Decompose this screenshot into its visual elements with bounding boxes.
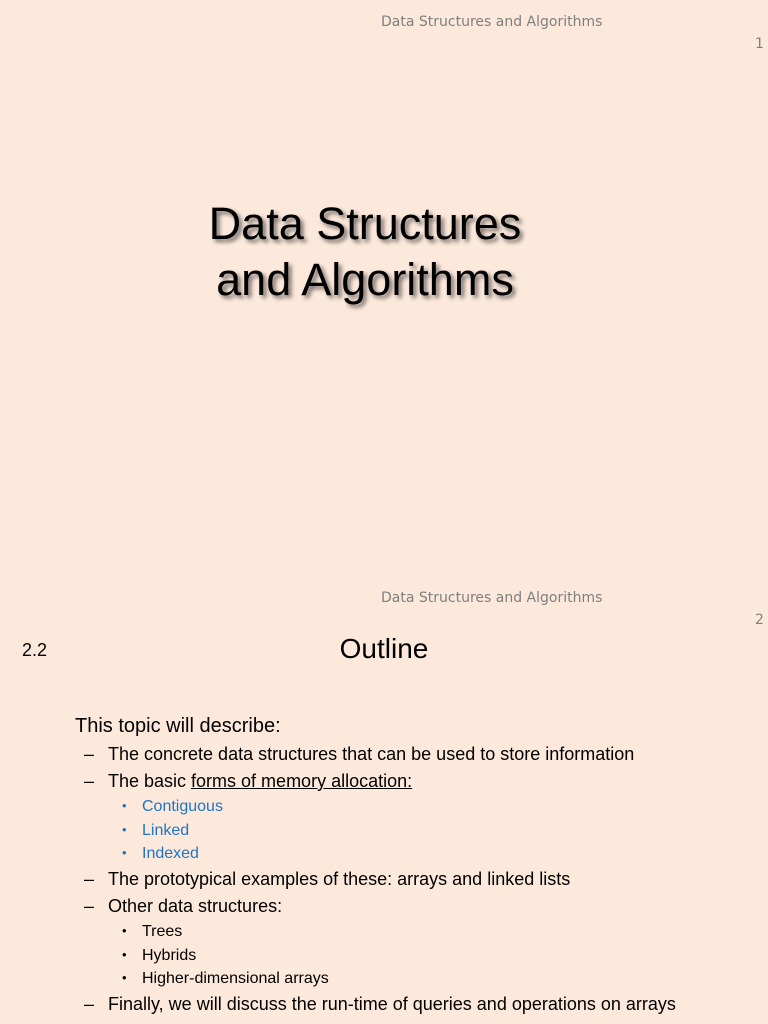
bullet-marker: • <box>122 947 127 962</box>
dash-marker: – <box>84 896 95 916</box>
list-subitem <box>122 923 182 941</box>
page-number: 1 <box>755 36 764 52</box>
dash-marker: – <box>84 771 95 791</box>
list-item <box>84 869 570 890</box>
memory-allocation-link[interactable]: forms of memory allocation: <box>191 771 413 791</box>
list-subitem-text: Linked <box>142 822 190 839</box>
page-header: Data Structures and Algorithms <box>381 590 603 606</box>
list-subitem-text: Higher-dimensional arrays <box>142 970 329 987</box>
list-subitem-text: Indexed <box>142 845 199 862</box>
page-header: Data Structures and Algorithms <box>381 14 603 30</box>
dash-marker: – <box>84 869 95 889</box>
bullet-marker: • <box>122 798 127 813</box>
list-item <box>84 994 676 1015</box>
list-item-text: The concrete data structures that can be used to store information <box>108 744 635 764</box>
list-subitem <box>122 822 189 840</box>
list-item <box>84 744 634 765</box>
list-item <box>84 896 282 917</box>
dash-marker: – <box>84 994 95 1014</box>
slide-title <box>130 196 600 308</box>
list-subitem <box>122 845 199 863</box>
list-subitem-text: Trees <box>142 923 183 940</box>
slide-title: Outline <box>339 633 429 664</box>
bullet-marker: • <box>122 845 127 860</box>
list-subitem <box>122 798 223 816</box>
list-subitem-text: Contiguous <box>142 798 223 815</box>
slide-title-line-1: Data Structures <box>208 198 522 249</box>
page-number: 2 <box>755 612 764 628</box>
dash-marker: – <box>84 744 95 764</box>
list-item-text: The prototypical examples of these: arrays and linked lists <box>108 869 571 889</box>
list-item-text: The basic <box>108 771 192 791</box>
slide-title-line-2: and Algorithms <box>216 254 514 305</box>
list-subitem <box>122 970 329 988</box>
intro-text: This topic will describe: <box>75 715 281 737</box>
bullet-marker: • <box>122 822 127 837</box>
list-item-text: Other data structures: <box>108 896 283 916</box>
list-subitem <box>122 947 196 965</box>
list-item-text: Finally, we will discuss the run-time of queries and operations on arrays <box>108 994 676 1014</box>
bullet-marker: • <box>122 970 127 985</box>
list-item <box>84 771 412 792</box>
bullet-marker: • <box>122 923 127 938</box>
list-subitem-text: Hybrids <box>142 947 197 964</box>
slide-number: 2.2 <box>22 640 48 660</box>
